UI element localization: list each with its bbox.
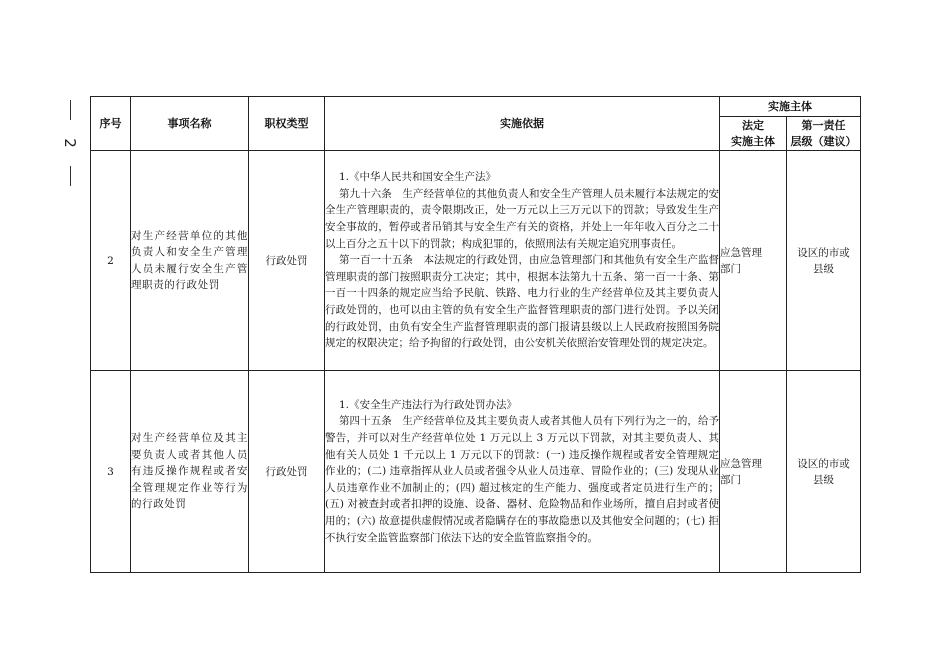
row-item-name: 对生产经营单位的其他负责人和安全生产管理人员未履行安全生产管理职责的行政处罚 [131, 151, 249, 371]
row-basis [325, 151, 720, 371]
basis-paragraph: 第九十六条 生产经营单位的其他负责人和安全生产管理人员未履行本法规定的安全生产管理职责的，责令限期改正，处一万元以上三万元以下的罚款；导致发生生产安全事故的，暂停或者吊销其与安全生产有关的资格，并处上一年年收入百分之二十以上百分之五十以下的罚款；构成犯罪的，依照刑法有关规定追究刑事责任。 [325, 187, 719, 250]
page-number-value: 2 [60, 138, 79, 148]
row-item-name: 对生产经营单位及其主要负责人或者其他人员有违反操作规程或者安全管理规定作业等行为的行政处罚 [131, 371, 249, 573]
row-statutory-subject: 应急管理 部门 [720, 371, 787, 573]
basis-paragraph: 第一百一十五条 本法规定的行政处罚，由应急管理部门和其他负有安全生产监督管理职责的部门按照职责分工决定；其中，根据本法第九十五条、第一百一十条、第一百一十四条的规定应当给予民航、铁路、电力行业的生产经营单位及其主要负责人行政处罚的，也可以由主管的负有安全生产监督管理职责的部门进行处罚。予以关闭的行政处罚，由负有安全生产监督管理职责的部门报请县级以上人民政府按照国务院规定的权限决定；给予拘留的行政处罚，由公安机关依照治安管理处罚的规定决定。 [325, 254, 719, 350]
row-seq: 2 [91, 151, 131, 371]
header-power-type: 职权类型 [249, 97, 325, 151]
basis-title: 1.《安全生产违法行为行政处罚办法》 [339, 398, 518, 411]
page-number-dash-top [70, 100, 71, 120]
header-item-name: 事项名称 [131, 97, 249, 151]
row-first-responsible: 设区的市或 县级 [787, 151, 861, 371]
row-statutory-subject: 应急管理 部门 [720, 151, 787, 371]
page-number [58, 100, 82, 186]
row-power-type: 行政处罚 [249, 151, 325, 371]
basis-title: 1.《中华人民共和国安全生产法》 [339, 171, 497, 184]
row-basis [325, 371, 720, 573]
power-list-table [90, 96, 861, 573]
header-first-responsible: 第一责任 层级（建议） [787, 117, 861, 151]
page-number-dash-bottom [70, 166, 71, 186]
row-first-responsible: 设区的市或 县级 [787, 371, 861, 573]
table-row [91, 371, 861, 573]
header-basis: 实施依据 [325, 97, 720, 151]
row-power-type: 行政处罚 [249, 371, 325, 573]
header-subject: 实施主体 [720, 97, 861, 117]
header-statutory-subject: 法定 实施主体 [720, 117, 787, 151]
header-seq: 序号 [91, 97, 131, 151]
table-row [91, 151, 861, 371]
row-seq: 3 [91, 371, 131, 573]
basis-paragraph: 第四十五条 生产经营单位及其主要负责人或者其他人员有下列行为之一的，给予警告，并可以对生产经营单位处 1 万元以上 3 万元以下罚款，对其主要负责人、其他有关人员处 1 千元以上 1 万元以下的罚款：(一) 违反操作规程或者安全管理规定作业的；(二) 违章指挥从业人员或者强令从业人员违章、冒险作业的；(三) 发现从业人员违章作业不加制止的；(四) 超过核定的生产能力、强度或者定员进行生产的；(五) 对被查封或者扣押的设施、设备、器材、危险物品和作业场所，擅自启封或者使用的；(六) 故意提供虚假情况或者隐瞒存在的事故隐患以及其他安全问题的；(七) 拒不执行安全监管监察部门依法下达的安全监管监察指令的。 [325, 415, 719, 544]
